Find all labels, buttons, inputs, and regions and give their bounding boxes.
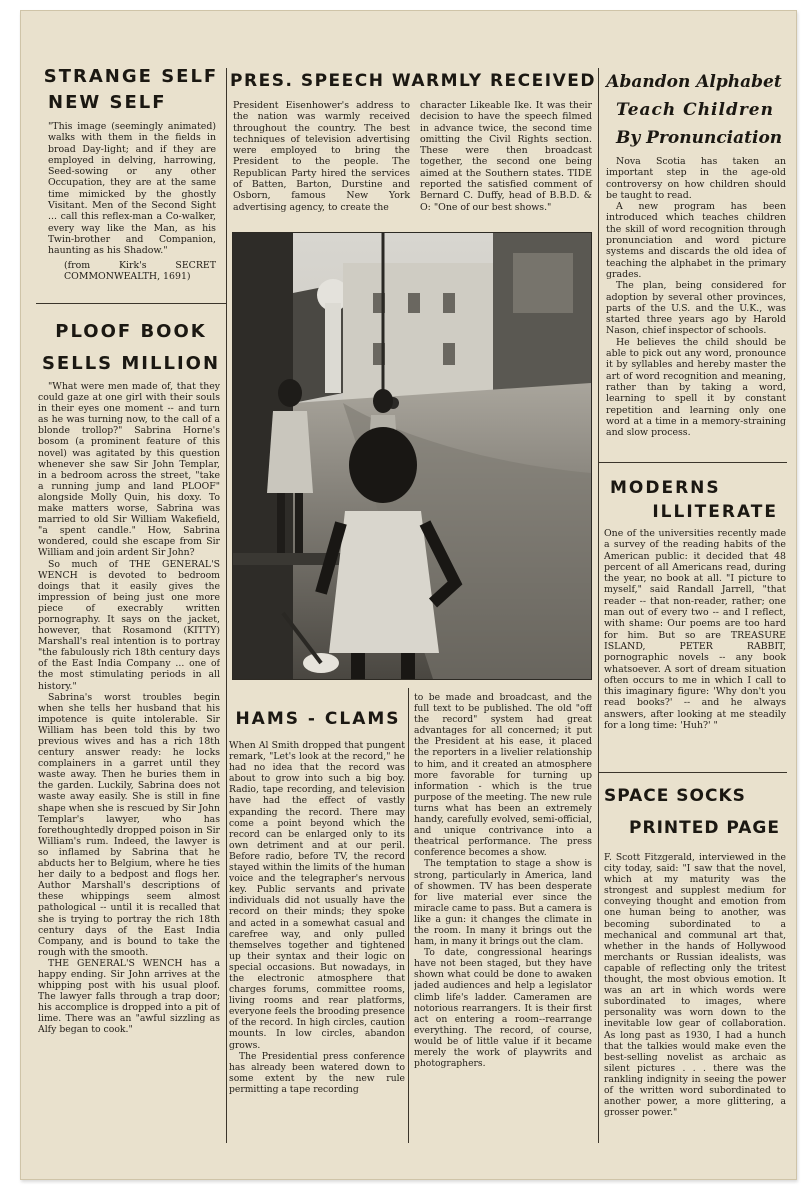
space-title-line2: PRINTED PAGE	[629, 818, 780, 838]
column-rule-hams	[408, 688, 409, 1143]
abandon-title-line1: Abandon Alphabet	[606, 72, 782, 92]
rule-under-abandon	[598, 462, 787, 463]
ploof-paragraph: "What were men made of, that they could gaze at one girl with their souls in their eyes one moment -- and turn as he was turning now, to the call of a blonde trollop?" Sabrina Horne's bosom (a prominent feature of this novel) was agitated by this question whenever she saw Sir John Templar, in a bedroom across the street, "take a running jump and land PLOOF" alongside Molly Quin, his doxy. To make matters worse, Sabrina was married to old Sir William Wakefield, "a spent candle." How, Sabrina wondered, could she escape from Sir William and join ardent Sir John?	[38, 381, 220, 559]
space-socks-body: F. Scott Fitzgerald, interviewed in the city today, said: "I saw that the novel, which at my maturity was the strongest and supplest medium for conveying thought and emotion from one human being to another, was becoming subordinated to a mechanical and communal art that, whether in the hands of Hollywood merchants or Russian idealists, was capable of reflecting only the tritest thought, the most obvious emotion. It was an art in which words were subordinated to images, where personality was worn down to the inevitable low gear of collaboration. As long past as 1930, I had a hunch that the talkies would make even the best-selling novelist as archaic as silent pictures . . . there was the rankling indignity in seeing the power of the written word subordinated to another power, a more glittering, a grosser power."	[604, 852, 786, 1119]
hams-clams-col2	[414, 692, 592, 1140]
strange-self-body	[48, 121, 216, 282]
pres-speech-headline: PRES. SPEECH WARMLY RECEIVED	[230, 71, 596, 91]
abandon-paragraph: Nova Scotia has taken an important step in the age-old controversy on how children should be taught to read.	[606, 156, 786, 201]
space-title-line1: SPACE SOCKS	[604, 786, 746, 806]
hams-paragraph: When Al Smith dropped that pungent remark, "Let's look at the record," he had no idea that the record was about to grow into such a big boy. Radio, tape recording, and television have had the effect of vastly expanding the record. There may come a point beyond which the record can be enlarged only to its own detriment and at our peril. Before radio, before TV, the record stayed within the limits of the human voice and the telegrapher's nervous key. Public servants and private individuals did not usually have the record on their minds; they spoke and acted in a somewhat casual and carefree way, and only pulled themselves together and tightened up their syntax and their logic on special occasions. But nowadays, in the electronic atmosphere that charges forums, committee rooms, living rooms and rear platforms, everyone feels the brooding presence of the record. In high circles, caution mounts. In low circles, abandon grows.	[229, 740, 405, 1051]
abandon-alphabet-body	[606, 156, 786, 438]
moderns-illiterate-body: One of the universities recently made a survey of the reading habits of the American public: it decided that 48 percent of all Americans read, during the year, no book at all. "I picture to myself," said Randall Jarrell, "that reader -- that non-reader, rather; one man out of every two -- and I reflect, with shame: Our poems are too hard for him. But so are TREASURE ISLAND, PETER RABBIT, pornographic novels -- any book whatsoever. A sort of dream situation often occurs to me in which I call to this imaginary figure: 'Why don't you read books?' -- and he always answers, after looking at me steadily for a long time: 'Huh?' "	[604, 528, 786, 732]
abandon-alphabet-headline	[600, 68, 788, 152]
moderns-illiterate-headline	[600, 476, 788, 524]
rule-under-moderns	[598, 772, 787, 773]
hams-paragraph: The Presidential press conference has already been watered down to some extent by the new rule permitting a tape recording	[229, 1050, 405, 1095]
hams-paragraph: To date, congressional hearings have not been staged, but they have shown what could be done to awaken jaded audiences and help a legislator climb life's ladder. Cameramen are notorious rearrangers. It is their first act on entering a room--rearrange everything. The record, of course, would be of little value if it became merely the work of playwrits and photographers.	[414, 947, 592, 1070]
strange-self-headline	[36, 64, 226, 116]
column-rule-left	[226, 68, 227, 1143]
pres-speech-col1: President Eisenhower's address to the nation was warmly received throughout the country. The best techniques of television advertising were employed to bring the President to the people. The Republican Party hired the services of Batten, Barton, Durstine and Osborn, famous New York advertising agency, to create the	[233, 100, 410, 213]
ploof-book-headline	[36, 316, 226, 380]
abandon-title-line3: By Pronunciation	[616, 128, 783, 148]
ploof-title-line1: PLOOF BOOK	[55, 321, 207, 342]
pres-speech-col2: character Likeable Ike. It was their decision to have the speech filmed in advance twice, the second time omitting the Civil Rights section. These were then broadcast together, the second one being aimed at the Southern states. TIDE reported the satisfied comment of Bernard C. Duffy, head of B.B.D. & O: "One of our best shows."	[420, 100, 592, 213]
ploof-paragraph: So much of THE GENERAL'S WENCH is devoted to bedroom doings that it easily gives the impression of being just one more piece of execrably written pornography. It says on the jacket, however, that Rosamond (KITTY) Marshall's real intention is to portray "the fabulously rich 18th century days of the East India Company ... one of the most stimulating periods in all history."	[38, 558, 220, 692]
street-children-photo	[232, 232, 592, 680]
rule-under-strange	[36, 303, 226, 304]
abandon-paragraph: A new program has been introduced which teaches children the skill of word recognition through pronunciation and word picture systems and discards the old idea of teaching the alphabet in the primary grades.	[606, 201, 786, 280]
photo-image	[233, 233, 591, 679]
abandon-paragraph: The plan, being considered for adoption by several other provinces, parts of the U.S. and the U.K., was started three years ago by Harold Nason, chief inspector of schools.	[606, 280, 786, 337]
ploof-paragraph: Sabrina's worst troubles begin when she tells her husband that his impotence is quite intolerable. Sir William has been told this by two previous wives and has a rich 18th century answer ready: he locks complainers in a garret until they waste away. Then he buries them in the garden. Luckily, Sabrina does not waste away easily. She is still in fine shape when she is rescued by Sir John Templar's lawyer, who has forethoughtedly dropped poison in Sir William's rum. Indeed, the lawyer is so inflamed by Sabrina that he abducts her to Belgium, where he ties her daily to a bedpost and flogs her. Author Marshall's descriptions of these whippings seem almost pathological -- until it is recalled that she is trying to portray the rich 18th century days of the East India Company, and is bound to take the rough with the smooth.	[38, 691, 220, 958]
moderns-title-line1: MODERNS	[610, 478, 721, 498]
strange-title-line2: NEW SELF	[48, 92, 167, 113]
hams-clams-col1	[229, 740, 405, 1140]
ploof-title-line2: SELLS MILLION	[41, 353, 221, 374]
hams-clams-headline: HAMS - CLAMS	[235, 709, 401, 729]
moderns-title-line2: ILLITERATE	[652, 502, 778, 522]
strange-source: (from Kirk's SECRET COMMONWEALTH, 1691)	[64, 259, 216, 282]
abandon-paragraph: He believes the child should be able to pick out any word, pronounce it by syllables and hereby master the art of word recognition and meaning, rather than by taking a word, learning to spell it by constant repetition and learning only one word at a time in a memory-straining and slow process.	[606, 336, 786, 439]
column-rule-right	[598, 68, 599, 1143]
ploof-book-body	[38, 381, 220, 1129]
abandon-title-line2: Teach Children	[616, 100, 774, 120]
space-socks-headline	[600, 780, 788, 844]
strange-title-line1: STRANGE SELF	[43, 66, 219, 87]
hams-paragraph: The temptation to stage a show is strong, particularly in America, land of showmen. TV has been desperate for live material ever since the miracle came to pass. But a camera is like a gun: it changes the climate in the room. In many it brings out the ham, in many it brings out the clam.	[414, 858, 592, 948]
strange-quote: "This image (seemingly animated) walks with them in the fields in broad Day-light; and if they are employed in delving, harrowing, Seed-sowing or any other Occupation, they are at the same time mimicked by the ghostly Visitant. Men of the Second Sight ... call this reflex-man a Co-walker, every way like the Man, as his Twin-brother and Companion, haunting as his Shadow."	[48, 121, 216, 257]
ploof-paragraph: THE GENERAL'S WENCH has a happy ending. Sir John arrives at the whipping post with his usual ploof. The lawyer falls through a trap door; his accomplice is dropped into a pit of lime. There was an "awful sizzling as Alfy began to cook."	[38, 957, 220, 1036]
hams-paragraph: to be made and broadcast, and the full text to be published. The old "off the record" system had great advantages for all concerned; it put the President at his ease, it placed the reporters in a livelier relationship to him, and it created an atmosphere more favorable for turning up information - which is the true purpose of the meeting. The new rule turns what has been an extremely handy, carefully evolved, semi-official, and unique contrivance into a theatrical performance. The press conference becomes a show.	[414, 692, 592, 859]
